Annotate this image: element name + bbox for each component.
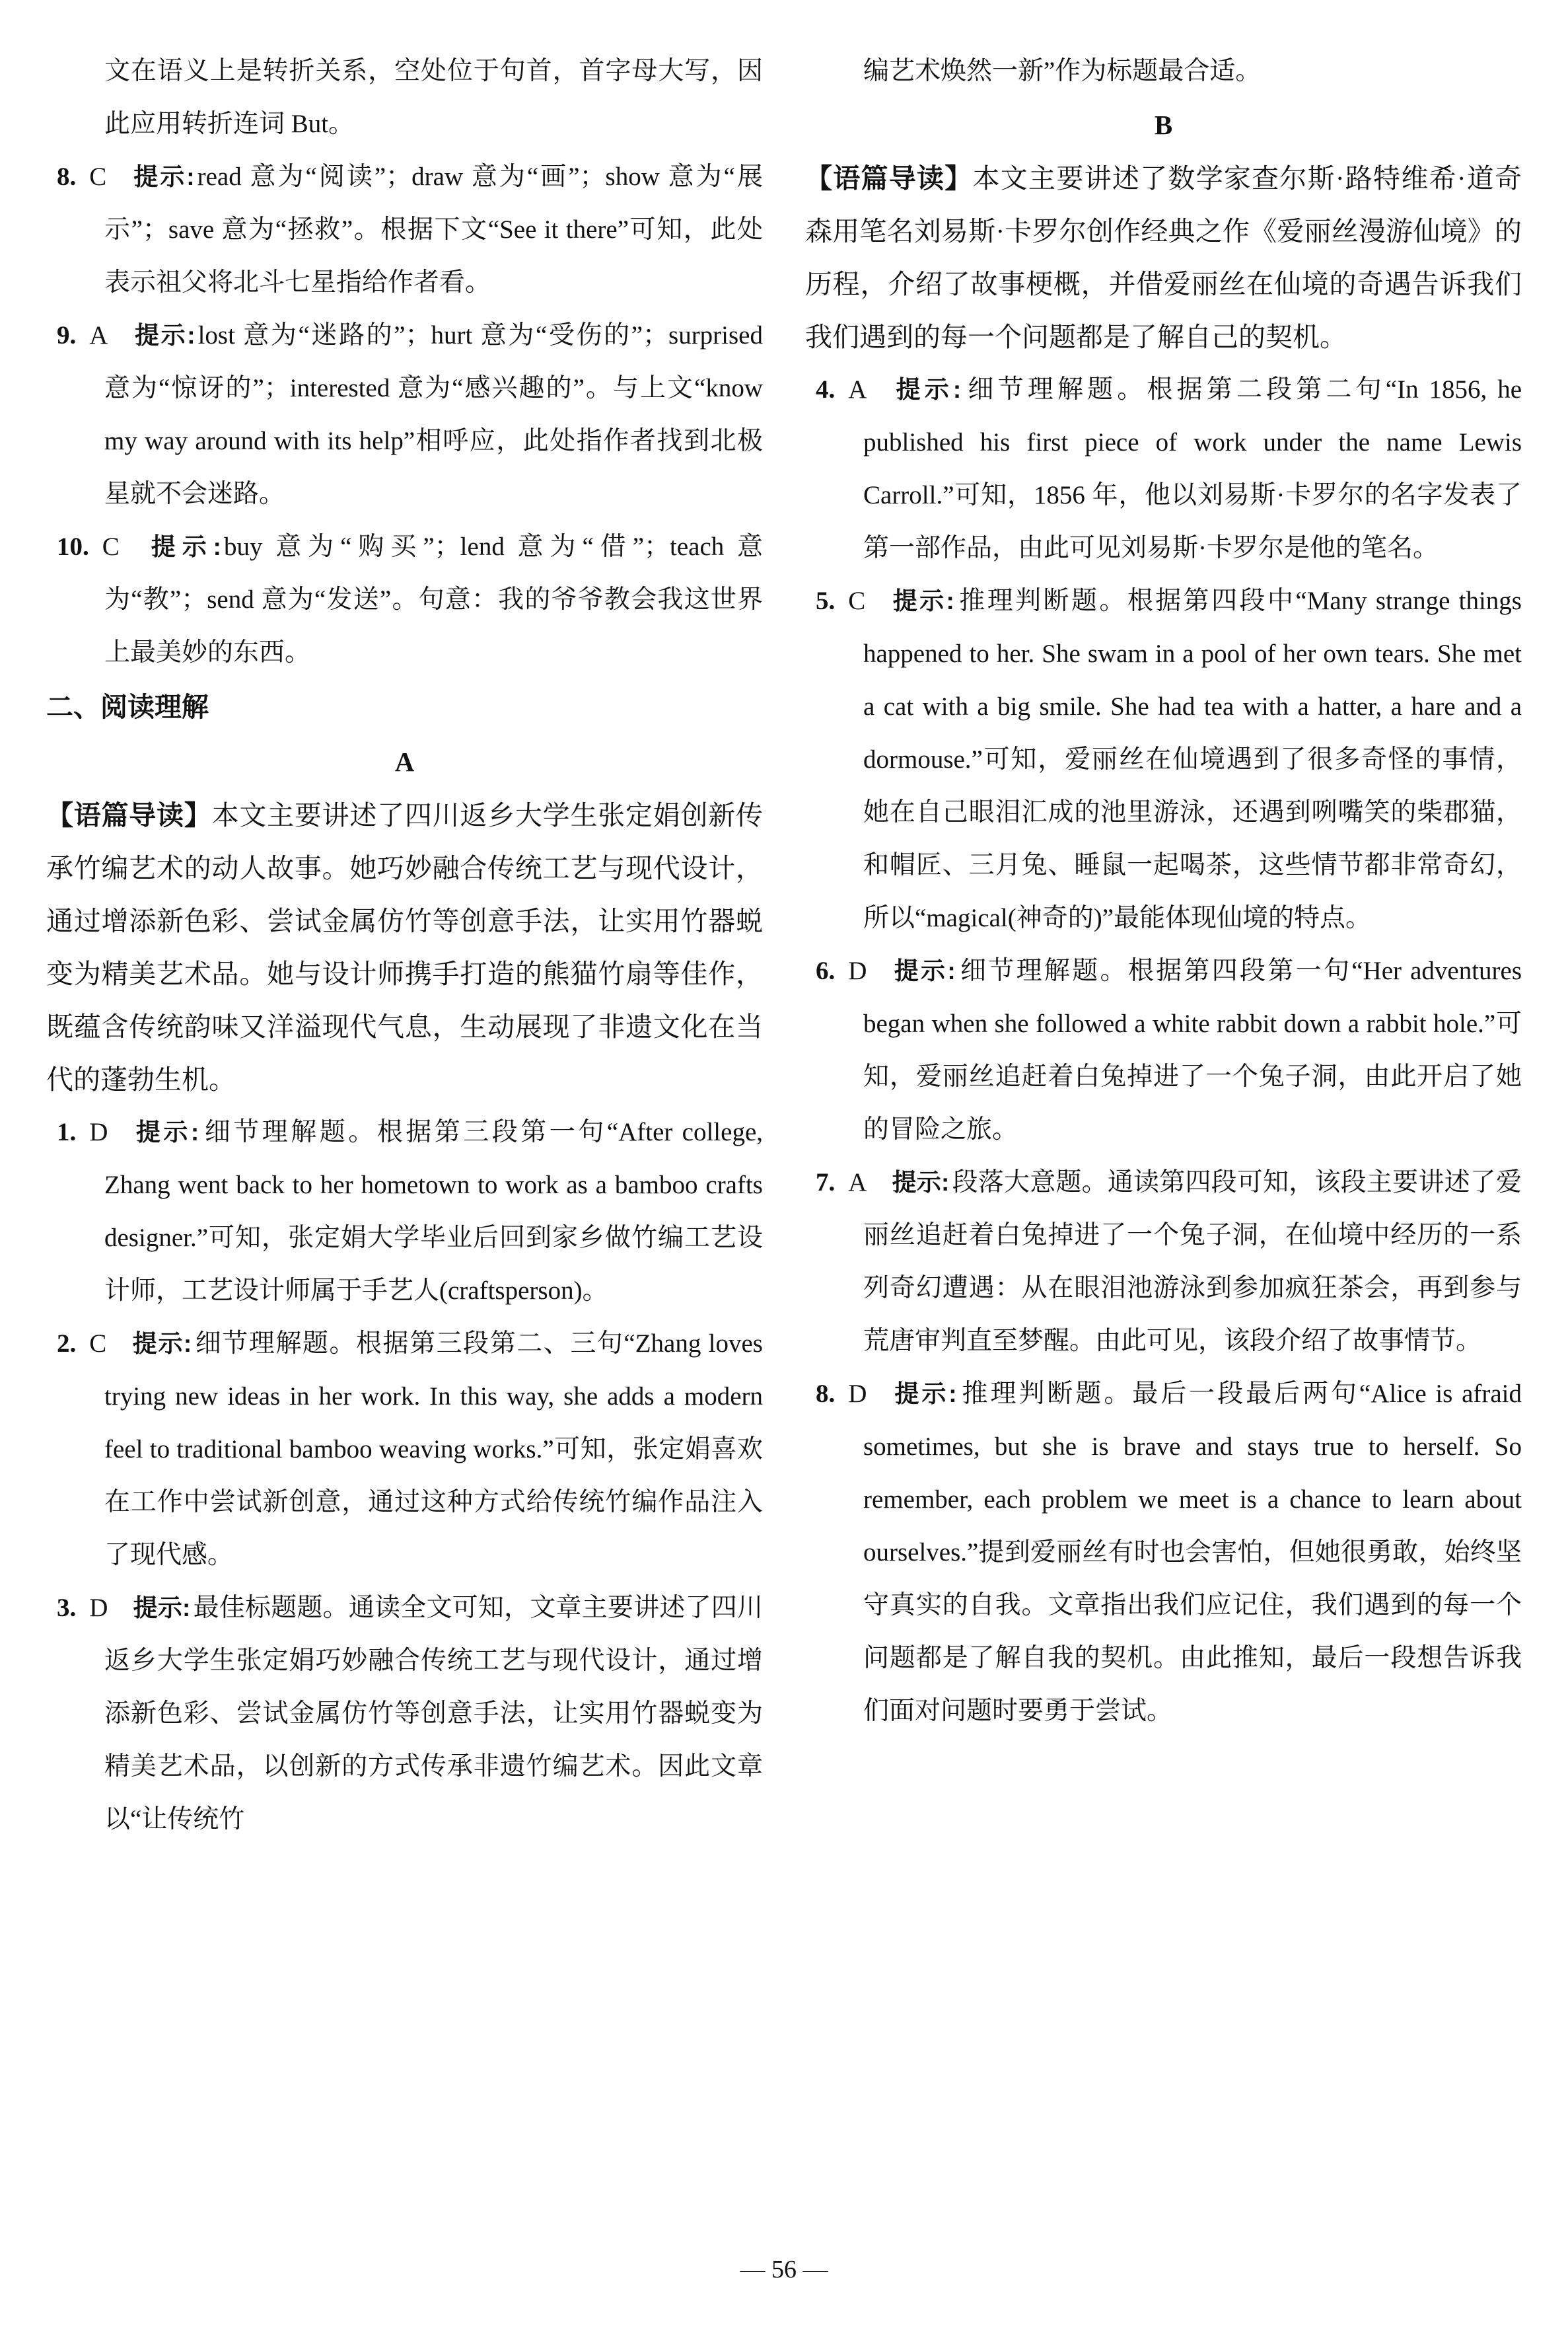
item-number: 4. [816,375,836,404]
tip-label: 提示: [133,1119,199,1146]
item-explanation-text: 细节理解题。根据第二段第二句“In 1856, he published his first piece of work under the name Lewis Carroll.”可知，1856 年，他以刘易斯·卡罗尔的名字发表了第一部作品，由此可见刘易斯·卡罗尔是他的笔名。 [863,375,1522,562]
answer-item [805,945,1522,1156]
left-column [46,45,763,1846]
tip-label: 提示: [131,163,195,190]
answer-letter: C [848,587,866,615]
item-number: 10. [57,533,89,561]
intro-text: 本文主要讲述了四川返乡大学生张定娟创新传承竹编艺术的动人故事。她巧妙融合传统工艺与现代设计，通过增添新色彩、尝试金属仿竹等创意手法，让实用竹器蜕变为精美艺术品。她与设计师携手打造的熊猫竹扇等佳作，既蕴含传统韵味又洋溢现代气息，生动展现了非遗文化在当代的蓬勃生机。 [46,800,764,1095]
item-explanation-text: 细节理解题。根据第四段第一句“Her adventures began when she followed a white rabbit down a rabbit hole.”可知，爱丽丝追赶着白兔掉进了一个兔子洞，由此开启了她的冒险之旅。 [863,957,1522,1144]
item-number: 5. [816,587,836,615]
tip-label: 提示: [133,1594,191,1621]
answer-letter: A [89,321,108,350]
item-number: 6. [816,957,836,985]
two-column-layout [46,45,1522,1846]
right-column [805,45,1522,1846]
answer-item [46,151,763,309]
item-explanation-text: 细节理解题。根据第三段第二、三句“Zhang loves trying new ideas in her work. In this way, she adds a modern feel to traditional bamboo weaving works.”可知，张定娟喜欢在工作中尝试新创意，通过这种方式给传统竹编作品注入了现代感。 [104,1329,763,1569]
item-explanation-text: 推理判断题。根据第四段中“Many strange things happened to her. She swam in a pool of her own tears. She met a cat with a big smile. She had tea with a hatter, a hare and a dormouse.”可知，爱丽丝在仙境遇到了很多奇怪的事情，她在自己眼泪汇成的池里游泳，还遇到咧嘴笑的柴郡猫，和帽匠、三月兔、睡鼠一起喝茶，这些情节都非常奇幻，所以“magical(神奇的)”最能体现仙境的特点。 [863,587,1522,932]
tip-label: 提示: [892,376,962,403]
tip-label: 提示: [131,1330,192,1357]
answer-letter: D [848,1380,867,1408]
item-number: 1. [57,1118,77,1146]
answer-item [46,521,763,679]
answer-item [805,1156,1522,1368]
answer-letter: D [848,957,867,985]
answer-letter: A [848,1168,867,1197]
tip-label: 提示: [892,1380,957,1407]
item-number: 7. [816,1168,836,1197]
passage-label: A [394,747,415,777]
tip-label: 提示: [892,957,956,984]
answer-item [46,1106,763,1317]
item-number: 2. [57,1329,77,1358]
continuation-paragraph: 文在语义上是转折关系，空处位于句首，首字母大写，因此应用转折连词 But。 [104,57,763,138]
answer-letter: D [89,1594,108,1622]
answer-letter: D [89,1118,108,1146]
item-explanation-text: 段落大意题。通读第四段可知，该段主要讲述了爱丽丝追赶着白兔掉进了一个兔子洞，在仙境中经历的一系列奇幻遭遇：从在眼泪池游泳到参加疯狂茶会，再到参与荒唐审判直至梦醒。由此可见，该段介绍了故事情节。 [863,1168,1522,1355]
intro-lead-label: 【语篇导读】 [46,800,212,830]
item-explanation-text: 最佳标题题。通读全文可知，文章主要讲述了四川返乡大学生张定娟巧妙融合传统工艺与现代设计，通过增添新色彩、尝试金属仿竹等创意手法，让实用竹器蜕变为精美艺术品，以创新的方式传承非遗竹编艺术。因此文章以“让传统竹 [104,1594,763,1833]
item-number: 9. [57,321,77,350]
item-explanation-text: 推理判断题。最后一段最后两句“Alice is afraid sometimes, but she is brave and stays true to herself. So remember, each problem we meet is a chance to learn about ourselves.”提到爱丽丝有时也会害怕，但她很勇敢，始终坚守真实的自我。文章指出我们应记住，我们遇到的每一个问题都是了解自我的契机。由此推知，最后一段想告诉我们面对问题时要勇于尝试。 [863,1380,1522,1725]
page-number: — 56 — [740,2256,828,2283]
answer-item [46,309,763,521]
answer-item [805,1368,1522,1738]
tip-label: 提示: [892,1169,950,1196]
answer-item [46,1582,763,1846]
item-explanation-text: buy 意为“购买”；lend 意为“借”；teach 意为“教”；send 意为“发送”。句意：我的爷爷教会我这世界上最美妙的东西。 [104,533,764,667]
tip-label: 提示: [144,533,221,560]
answer-letter: C [89,163,107,191]
answer-letter: C [89,1329,107,1358]
item-number: 3. [57,1594,77,1622]
passage-label: B [1154,110,1173,140]
answer-item [46,1317,763,1582]
item-number: 8. [816,1380,836,1408]
item-number: 8. [57,163,77,191]
tip-label: 提示: [133,322,196,349]
answer-letter: C [102,533,120,561]
answer-item [805,575,1522,945]
item-explanation-text: lost 意为“迷路的”；hurt 意为“受伤的”；surprised 意为“惊讶的”；interested 意为“感兴趣的”。与上文“know my way around with its help”相呼应，此处指作者找到北极星就不会迷路。 [104,321,763,508]
passage-intro [46,789,763,1106]
continuation-paragraph: 编艺术焕然一新”作为标题最合适。 [863,57,1262,85]
item-explanation-text: read 意为“阅读”；draw 意为“画”；show 意为“展示”；save 意为“拯救”。根据下文“See it there”可知，此处表示祖父将北斗七星指给作者看。 [104,163,763,297]
intro-text: 本文主要讲述了数学家查尔斯·路特维希·道奇森用笔名刘易斯·卡罗尔创作经典之作《爱丽丝漫游仙境》的历程，介绍了故事梗概，并借爱丽丝在仙境的奇遇告诉我们我们遇到的每一个问题都是了解自己的契机。 [805,163,1522,352]
answer-item [805,363,1522,575]
intro-lead-label: 【语篇导读】 [805,163,973,194]
answer-letter: A [848,375,867,404]
passage-intro [805,152,1522,363]
tip-label: 提示: [890,587,954,614]
item-explanation-text: 细节理解题。根据第三段第一句“After college, Zhang went back to her hometown to work as a bamboo crafts designer.”可知，张定娟大学毕业后回到家乡做竹编工艺设计师，工艺设计师属于手艺人(craftsperson)。 [104,1118,764,1305]
section-heading: 二、阅读理解 [46,692,209,722]
